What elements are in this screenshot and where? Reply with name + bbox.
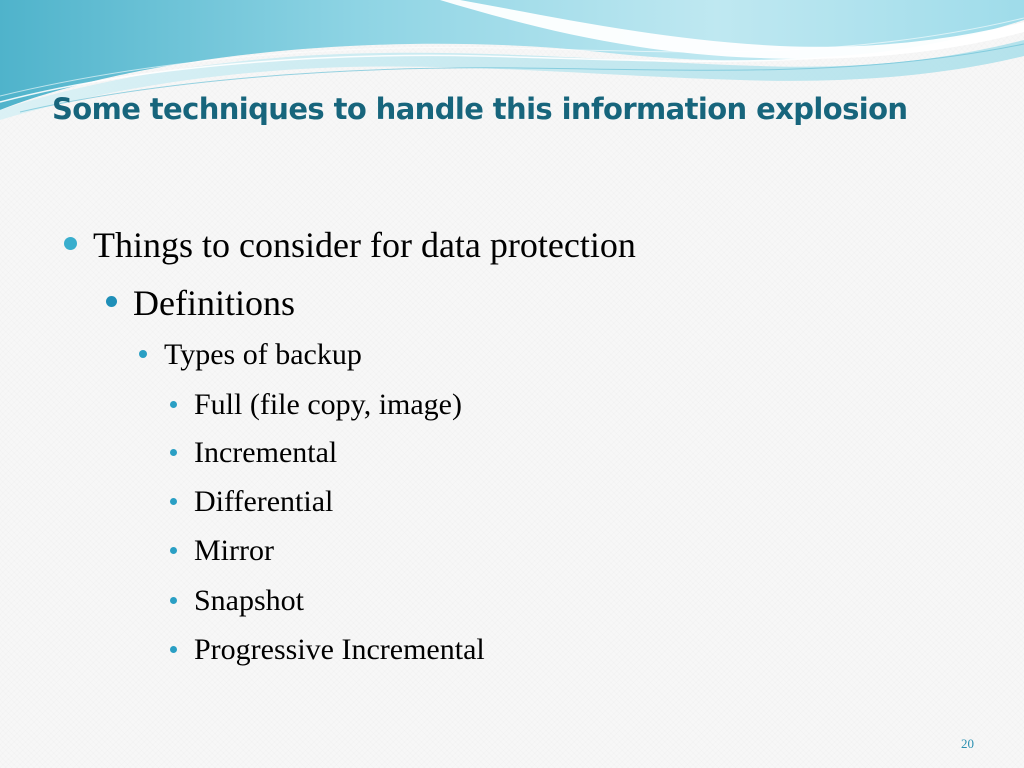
bullet-dot-icon xyxy=(170,449,177,456)
page-number: 20 xyxy=(961,736,974,751)
bullet-level-4 xyxy=(170,633,485,667)
bullet-dot-icon xyxy=(170,401,177,408)
bullet-text: Things to consider for data protection xyxy=(93,225,636,265)
bullet-level-1 xyxy=(64,224,636,266)
bullet-text: Definitions xyxy=(133,283,295,323)
bullet-level-2 xyxy=(106,282,295,324)
bullet-level-4 xyxy=(170,485,333,519)
bullet-dot-icon xyxy=(170,646,177,653)
bullet-dot-icon xyxy=(139,350,147,358)
bullet-dot-icon xyxy=(170,597,177,604)
bullet-level-4 xyxy=(170,436,337,470)
bullet-text: Mirror xyxy=(194,534,274,567)
bullet-dot-icon xyxy=(170,498,177,505)
bullet-level-4 xyxy=(170,388,462,422)
bullet-text: Incremental xyxy=(194,436,338,469)
slide-title: Some techniques to handle this information explosion xyxy=(52,92,908,126)
bullet-text: Progressive Incremental xyxy=(194,633,485,666)
bullet-text: Differential xyxy=(194,485,334,518)
bullet-level-4 xyxy=(170,584,304,618)
bullet-dot-icon xyxy=(106,296,117,307)
bullet-dot-icon xyxy=(170,547,177,554)
bullet-dot-icon xyxy=(64,237,77,250)
bullet-text: Full (file copy, image) xyxy=(194,388,462,421)
bullet-text: Types of backup xyxy=(164,338,362,371)
bullet-level-4 xyxy=(170,534,274,568)
bullet-text: Snapshot xyxy=(194,584,305,617)
bullet-level-3 xyxy=(139,338,362,372)
